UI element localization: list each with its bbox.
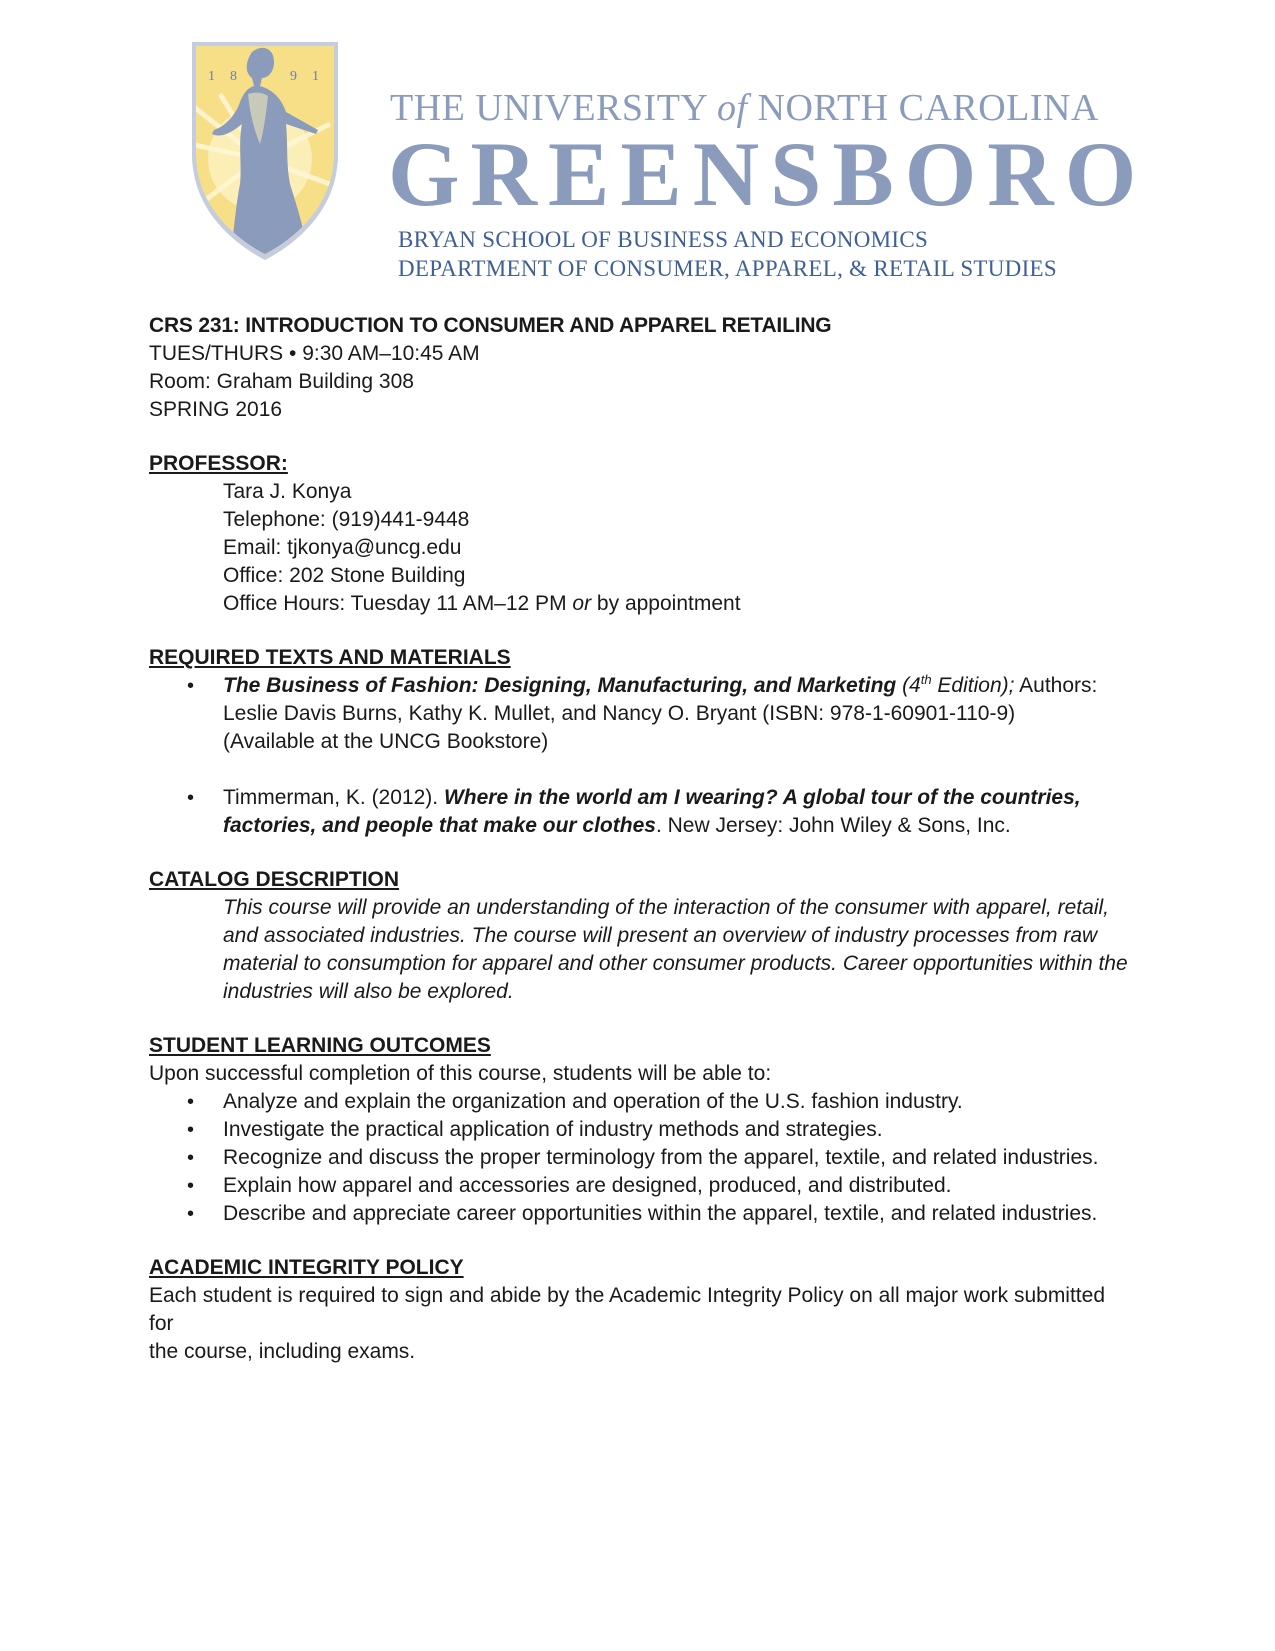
outcome-text: Investigate the practical application of industry methods and strategies. — [223, 1118, 883, 1141]
university-name-pre: THE UNIVERSITY — [390, 87, 717, 129]
bullet-icon: • — [187, 675, 195, 697]
school-name: BRYAN SCHOOL OF BUSINESS AND ECONOMICS — [398, 227, 929, 252]
seal-year-digit: 1 — [312, 69, 319, 84]
book2-line2 — [223, 812, 1129, 840]
list-item — [149, 1200, 1129, 1228]
letterhead — [0, 0, 1275, 290]
list-item — [149, 1116, 1129, 1144]
course-schedule: TUES/THURS • 9:30 AM–10:45 AM — [149, 342, 480, 365]
book2-title-line1: Where in the world am I wearing? A global tour of the countries, — [443, 786, 1081, 809]
book1-availability: (Available at the UNCG Bookstore) — [223, 730, 549, 753]
catalog-line: and associated industries. The course will present an overview of industry processes from raw — [223, 924, 1098, 947]
outcomes-intro: Upon successful completion of this course, students will be able to: — [149, 1062, 772, 1085]
professor-info — [149, 478, 1129, 618]
bullet-icon: • — [187, 1147, 195, 1169]
outcome-text: Describe and appreciate career opportunities within the apparel, textile, and related industries. — [223, 1202, 1098, 1225]
outcome-text: Analyze and explain the organization and operation of the U.S. fashion industry. — [223, 1090, 963, 1113]
professor-office: Office: 202 Stone Building — [223, 564, 466, 587]
catalog-line: material to consumption for apparel and other consumer products. Career opportunities within the — [223, 952, 1128, 975]
bullet-icon: • — [187, 1091, 195, 1113]
office-hours-text: Office Hours: Tuesday 11 AM–12 PM — [223, 592, 573, 615]
book1-title: The Business of Fashion: Designing, Manufacturing, and Marketing — [223, 674, 897, 697]
bullet-icon: • — [187, 1119, 195, 1141]
professor-telephone: Telephone: (919)441-9448 — [223, 508, 470, 531]
course-title: CRS 231: INTRODUCTION TO CONSUMER AND APPAREL RETAILING — [149, 314, 832, 337]
seal-year-digit: 8 — [230, 69, 237, 84]
book1-authors: Leslie Davis Burns, Kathy K. Mullet, and Nancy O. Bryant (ISBN: 978-1-60901-110-9) — [223, 702, 1016, 725]
texts-heading: REQUIRED TEXTS AND MATERIALS — [149, 646, 511, 669]
integrity-text-line1: Each student is required to sign and abide by the Academic Integrity Policy on all major work submitted for — [149, 1284, 1106, 1335]
professor-heading: PROFESSOR: — [149, 452, 288, 475]
book1-line1 — [223, 672, 1129, 700]
department-name: DEPARTMENT OF CONSUMER, APPAREL, & RETAIL STUDIES — [398, 256, 1057, 281]
bullet-icon: • — [187, 787, 195, 809]
list-item — [149, 1088, 1129, 1116]
office-hours-text-end: by appointment — [591, 592, 741, 615]
list-item — [149, 1144, 1129, 1172]
list-item — [149, 672, 1129, 756]
list-spacer — [149, 756, 1129, 784]
seal-year-digit: 9 — [290, 69, 297, 84]
campus-name: GREENSBORO — [388, 123, 1148, 225]
outcome-text: Recognize and discuss the proper terminology from the apparel, textile, and related industries. — [223, 1146, 1099, 1169]
integrity-heading: ACADEMIC INTEGRITY POLICY — [149, 1256, 464, 1279]
catalog-description — [149, 894, 1129, 1006]
university-name-post: NORTH CAROLINA — [747, 87, 1099, 129]
book2-title-line2: factories, and people that make our clothes — [223, 814, 656, 837]
bullet-icon: • — [187, 1203, 195, 1225]
university-seal-logo — [190, 34, 340, 260]
book1-authors-label: Authors: — [1014, 674, 1098, 697]
syllabus-body — [149, 312, 1129, 1366]
professor-office-hours — [223, 590, 1129, 618]
office-hours-or: or — [572, 592, 592, 615]
list-item — [149, 784, 1129, 840]
outcomes-heading: STUDENT LEARNING OUTCOMES — [149, 1034, 491, 1057]
course-term: SPRING 2016 — [149, 398, 283, 421]
list-item — [149, 1172, 1129, 1200]
seal-year-digit: 1 — [208, 69, 215, 84]
book2-line1 — [223, 784, 1129, 812]
book2-author: Timmerman, K. (2012). — [223, 786, 444, 809]
university-name-of: of — [716, 87, 748, 129]
integrity-text-line2: the course, including exams. — [149, 1340, 416, 1363]
professor-email[interactable]: Email: tjkonya@uncg.edu — [223, 536, 462, 559]
book1-edition — [896, 674, 1014, 697]
book1-edition-post: Edition); — [931, 674, 1015, 697]
catalog-line: This course will provide an understanding of the interaction of the consumer with apparel, retail, — [223, 896, 1109, 919]
book2-publisher: . New Jersey: John Wiley & Sons, Inc. — [655, 814, 1011, 837]
course-room: Room: Graham Building 308 — [149, 370, 414, 393]
professor-name: Tara J. Konya — [223, 480, 352, 503]
book1-edition-sup: th — [920, 672, 932, 687]
bullet-icon: • — [187, 1175, 195, 1197]
outcome-text: Explain how apparel and accessories are designed, produced, and distributed. — [223, 1174, 952, 1197]
texts-list — [149, 672, 1129, 840]
catalog-line: industries will also be explored. — [223, 980, 514, 1003]
outcomes-list — [149, 1088, 1129, 1228]
book1-edition-pre: (4 — [896, 674, 921, 697]
catalog-heading: CATALOG DESCRIPTION — [149, 868, 400, 891]
